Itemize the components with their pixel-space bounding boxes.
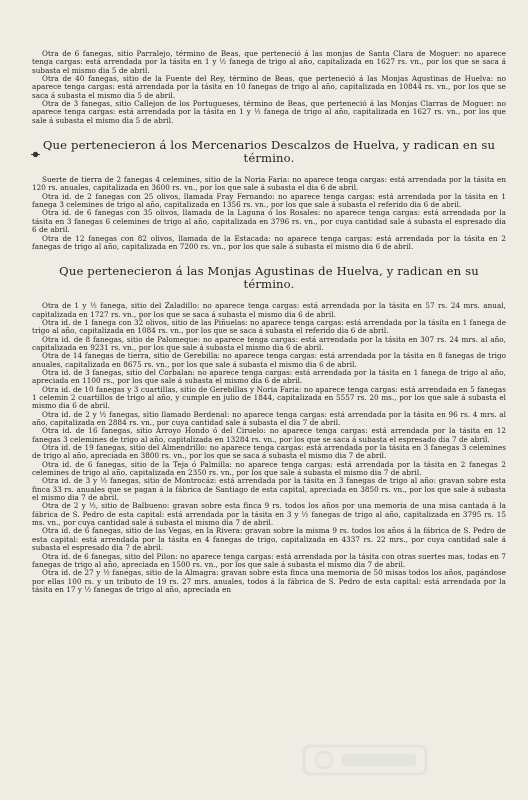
entry-paragraph: Otra id. de 19 fanegas, sitio del Almendrillo: no aparece tenga cargas: está arrendada por la tásita en 3 fanegas 3 celemines de trigo al año, apreciada en 3800 rs. vn., por los que se saca á subasta el mismo dia 7 de abril. bbox=[32, 443, 506, 461]
entry-paragraph: Otra id. de 2 y ½ fanegas, sitio llamado Berdenal: no aparece tenga cargas: está arrendada por la tásita en 96 rs. 4 mrs. al año, capitalizada en 2884 rs. vn., por cuya cantidad sale á subasta el dia 7 de abril. bbox=[32, 409, 506, 427]
entry-paragraph: Otra id. de 27 y ½ fanegas, sitio de la Almagra: gravan sobre esta finca una memoria de 50 misas todos los años, pagándose por ellas 100 rs. y un tributo de 19 rs. 27 mrs. anuales, todos á la fábrica de S. Pedro de esta capital: está arrendada por la tásita en 17 y ½ fanegas de trigo al año, apreciada en bbox=[32, 568, 506, 594]
section-heading-agustinas: Que pertenecieron á las Monjas Agustinas de Huelva, y radican en su término. bbox=[59, 264, 479, 292]
entry-paragraph: Otra id. de 8 fanegas, sitio de Palomeque: no aparece tenga cargas: está arrendada por la tásita en 307 rs. 24 mrs. al año, capitalizada en 9231 rs. vn., por los que sale á subasta el mismo dia 6 de abril. bbox=[32, 334, 506, 352]
entry-paragraph: Otra de 3 fanegas, sitio Callejon de los Portugueses, término de Beas, que perteneció á las Monjas Clarras de Moguer: no aparece tenga cargas: está arrendada por la tásita en 1 y ½ fanega de trigo al año, capitalizada en 1627 rs. vn., por los que sale á subasta el mismo dia 5 de abril. bbox=[32, 99, 506, 125]
entry-paragraph: Otra de 40 fanegas, sitio de la Fuente del Rey, término de Beas, que perteneció á las Monjas Agustinas de Huelva: no aparece tenga cargas: está arrendada por la tásita en 10 fanegas de trigo al año, capitalizada en 10844 rs. vn., por los que se saca á subasta el mismo dia 5 de abril. bbox=[32, 74, 506, 100]
section-mercenarios bbox=[32, 176, 506, 251]
entry-paragraph: Otra id. de 6 fanegas, sitio de la Teja ó Palmilla: no aparece tenga cargas: está arrendada por la tásita en 2 fanegas 2 celemines de trigo al año, capitalizada en 2350 rs. vn., por los que sale á subasta el mismo dia 7 de abril. bbox=[32, 459, 506, 478]
entry-paragraph: Otra id. de 6 fanegas con 35 olivos, llamada de la Laguna ó los Rosales: no aparece tenga cargas: está arrendada por la tásita en 3 fanegas 6 celemines de trigo al año, capitalizada en 3796 rs. vn., por cuya cantidad sale á subasta el espresado dia 6 de abril. bbox=[32, 208, 506, 235]
entry-paragraph: Otra id. de 3 fanegas, sitio del Corbalan: no aparece tenga cargas: está arrendada por la tásita en 1 fanega de trigo al año, apreciada en 1100 rs., por los que sale á subasta el mismo dia 6 de abril. bbox=[32, 367, 506, 386]
entry-paragraph: Otra id. de 6 fanegas, sitio del Pilon: no aparece tenga cargas: está arrendada por la tásita con otras suertes mas, todas en 7 fanegas de trigo al año, apreciada en 1500 rs. vn., por los que sale á subasta el mismo dia 7 de abril. bbox=[32, 551, 506, 569]
section-heading-mercenarios: Que pertenecieron á los Mercenarios Descalzos de Huelva, y radican en su término. bbox=[42, 138, 496, 166]
entry-paragraph: Otra id. de 2 fanegas con 25 olivos, llamada Fray Fernando: no aparece tenga cargas: está arrendada por la tásita en 1 fanega 3 celemines de trigo al año, capitalizada en 1356 rs. vn., por los que sale á subasta el referido dia 6 de abril. bbox=[32, 191, 506, 210]
section-agustinas bbox=[32, 302, 506, 594]
entry-paragraph: Suerte de tierra de 2 fanegas 4 celemines, sitio de la Noria Faria: no aparece tenga cargas: está arrendada por la tásita en 120 rs. anuales, capitalizada en 3600 rs. vn., por los que sale á subasta el dia 6 de abril. bbox=[32, 175, 506, 193]
entry-paragraph: Otra id. de 16 fanegas, sitio Arroyo Hondo ó del Ciruelo: no aparece tenga cargas: está arrendada por la tásita en 12 fanegas 3 celemines de trigo al año, capitalizada en 13284 rs. vn., por los que se saca á subasta el espresado dia 7 de abril. bbox=[32, 426, 506, 444]
library-stamp-icon bbox=[300, 740, 430, 780]
entry-paragraph: Otra id. de 6 fanegas, sitio de las Vegas, en la Rivera: gravan sobre la misma 9 rs. todos los años á la fábrica de S. Pedro de esta capital: está arrendada por la tásita en 4 fanegas de trigo, capitalizada en 4337 rs. 22 mrs., por cuya cantidad sale á subasta el espresado dia 7 de abril. bbox=[32, 526, 506, 553]
entry-paragraph: Otra id. de 3 y ½ fanegas, sitio de Montrocáz: está arrendada por la tásita en 3 fanegas de trigo al año: gravan sobre esta finca 33 rs. anuales que se pagan á la fábrica de Santiago de esta capital, apreciada en 3850 rs. vn., por los que sale á subasta el mismo dia 7 de abril. bbox=[32, 476, 506, 503]
entry-paragraph: Otra de 14 fanegas de tierra, sitio de Gerebilla: no aparece tenga cargas: está arrendada por la tásita en 8 fanegas de trigo anuales, capitalizada en 8675 rs. vn., por los que sale á subasta el mismo dia 6 de abril. bbox=[32, 351, 506, 369]
entry-paragraph: Otra de 2 y ½, sitio de Balbueno: gravan sobre esta finca 9 rs. todos los años por una memoria de una misa cantada á la fábrica de S. Pedro de esta capital: está arrendada por la tásita en 3 y ½ fanegas de trigo al año, capitalizada en 3795 rs. 15 ms. vn., por cuya cantidad sale á subasta el mismo dia 7 de abril. bbox=[32, 501, 506, 528]
pin-mark-icon bbox=[31, 150, 40, 159]
section-santa-clara bbox=[32, 50, 506, 125]
entry-paragraph: Otra id. de 1 fanega con 32 olivos, sitio de las Piñuelas: no aparece tenga cargas: está arrendada por la tásita en 1 fanega de trigo al año, capitalizada en 1084 rs. vn., por los que se saca á subasta el referido dia 6 de abril. bbox=[32, 317, 506, 336]
entry-paragraph: Otra de 6 fanegas, sitio Parralejo, término de Beas, que perteneció á las monjas de Santa Clara de Moguer: no aparece tenga cargas: está arrendada por la tásita en 1 y ½ fanega de trigo al año, capitalizada en 1627 rs. vn., por los que se saca á subasta el mismo dia 5 de abril. bbox=[32, 49, 506, 75]
entry-paragraph: Otra de 12 fanegas con 82 olivos, llamada de la Estacada: no aparece tenga cargas: está arrendada por la tásita en 2 fanegas de trigo al año, capitalizada en 7200 rs. vn., por los que sale á subasta el mismo dia 6 de abril. bbox=[32, 233, 506, 251]
entry-paragraph: Otra de 1 y ½ fanega, sitio del Zaladillo: no aparece tenga cargas: está arrendada por la tásita en 57 rs. 24 mrs. anual, capitalizada en 1727 rs. vn., por los que se saca á subasta el mismo dia 6 de abril. bbox=[32, 301, 506, 319]
entry-paragraph: Otra id. de 10 fanegas y 3 cuartillas, sitio de Gerebillas y Noria Faria: no aparece tenga cargas: está arrendada en 5 fanegas 1 celemin 2 cuartillos de trigo al año, y cumple en julio de 1844, capitalizada en 5557 rs. 20 ms., por los que sale á subasta el mismo dia 6 de abril. bbox=[32, 384, 506, 411]
